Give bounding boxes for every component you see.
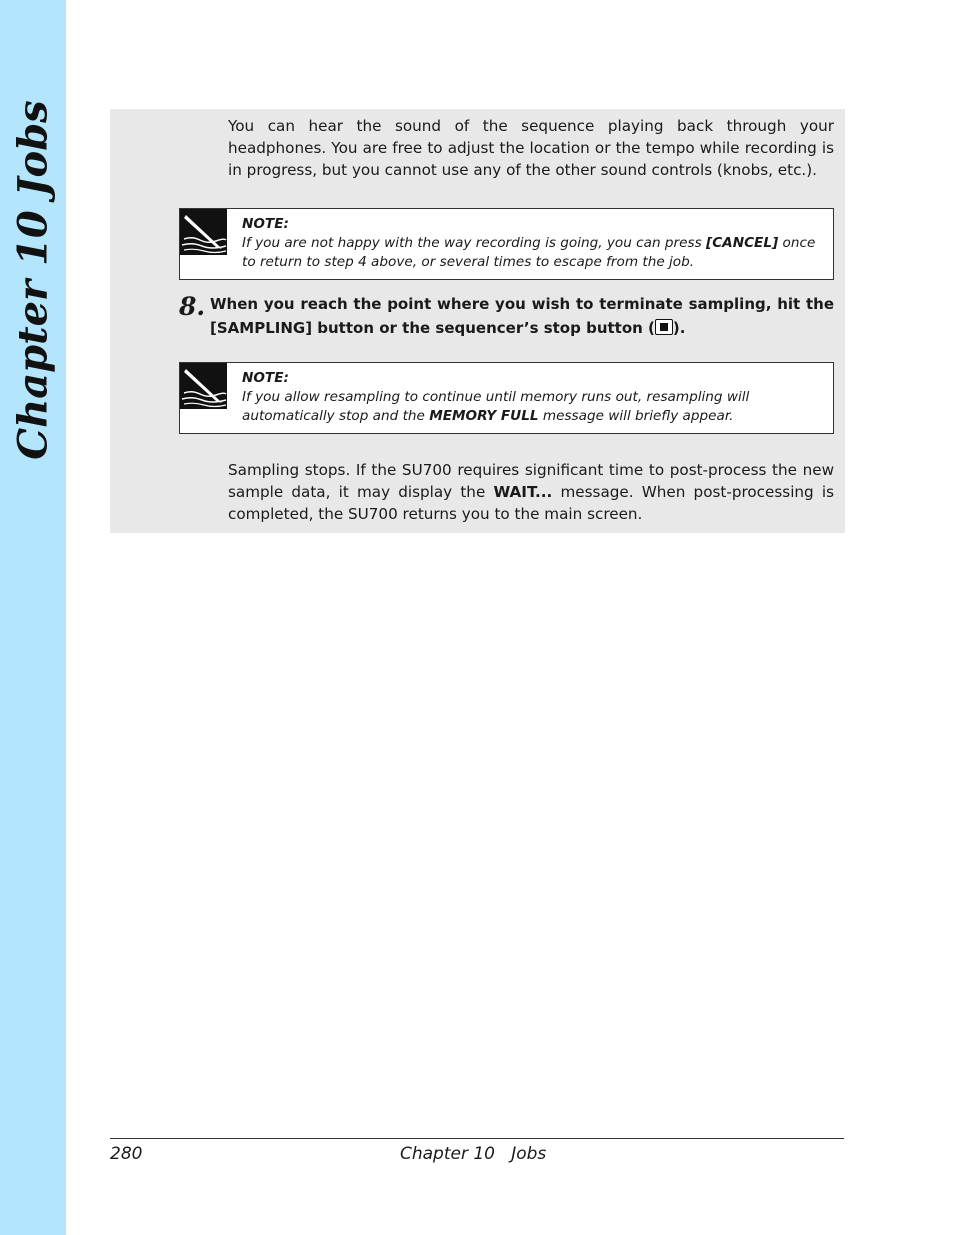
note-2-body-start: If you allow resampling to continue until memory runs out, resampling will automatically stop and the (242, 389, 750, 424)
note-1-text (242, 215, 827, 272)
chapter-sidebar (0, 0, 66, 1235)
sampling-stops-paragraph (228, 459, 834, 525)
note-box-2 (179, 362, 834, 434)
wait-message-label: WAIT... (493, 483, 553, 501)
footer-rule (110, 1138, 844, 1139)
note-1-label: NOTE: (242, 216, 289, 232)
note-2-body-end: message will briefly appear. (538, 408, 734, 424)
step-8-text (210, 292, 834, 340)
pencil-note-icon (180, 363, 227, 409)
cancel-key-label: [CANCEL] (705, 235, 779, 251)
stop-button-icon (655, 319, 673, 335)
step-number: 8. (179, 292, 206, 321)
sampling-stops-start: Sampling stops. If the SU700 requires significant time to post-process the new sample data, it may display the (228, 461, 834, 501)
intro-paragraph: You can hear the sound of the sequence playing back through your headphones. You are free to adjust the location or the tempo while recording is in progress, but you cannot use any of the other sound controls (knobs, etc.). (228, 117, 834, 179)
step-8-body: When you reach the point where you wish to terminate sampling, hit the [SAMPLING] button or the sequencer’s stop button ( (210, 295, 834, 337)
note-2-text (242, 369, 827, 426)
memory-full-label: MEMORY FULL (429, 408, 539, 424)
page-number: 280 (110, 1144, 143, 1164)
footer-chapter-title: Chapter 10 Jobs (400, 1144, 547, 1164)
note-1-body-end: once to return to step 4 above, or several times to escape from the job. (242, 235, 816, 270)
pencil-note-icon (180, 209, 227, 255)
note-2-label: NOTE: (242, 370, 289, 386)
note-1-body-start: If you are not happy with the way recording is going, you can press (242, 235, 706, 251)
sampling-stops-end: message. When post-processing is completed, the SU700 returns you to the main screen. (228, 483, 834, 523)
step-8-close: ). (672, 319, 686, 337)
sidebar-chapter-title: Chapter 10 Jobs (9, 100, 57, 460)
note-box-1 (179, 208, 834, 280)
